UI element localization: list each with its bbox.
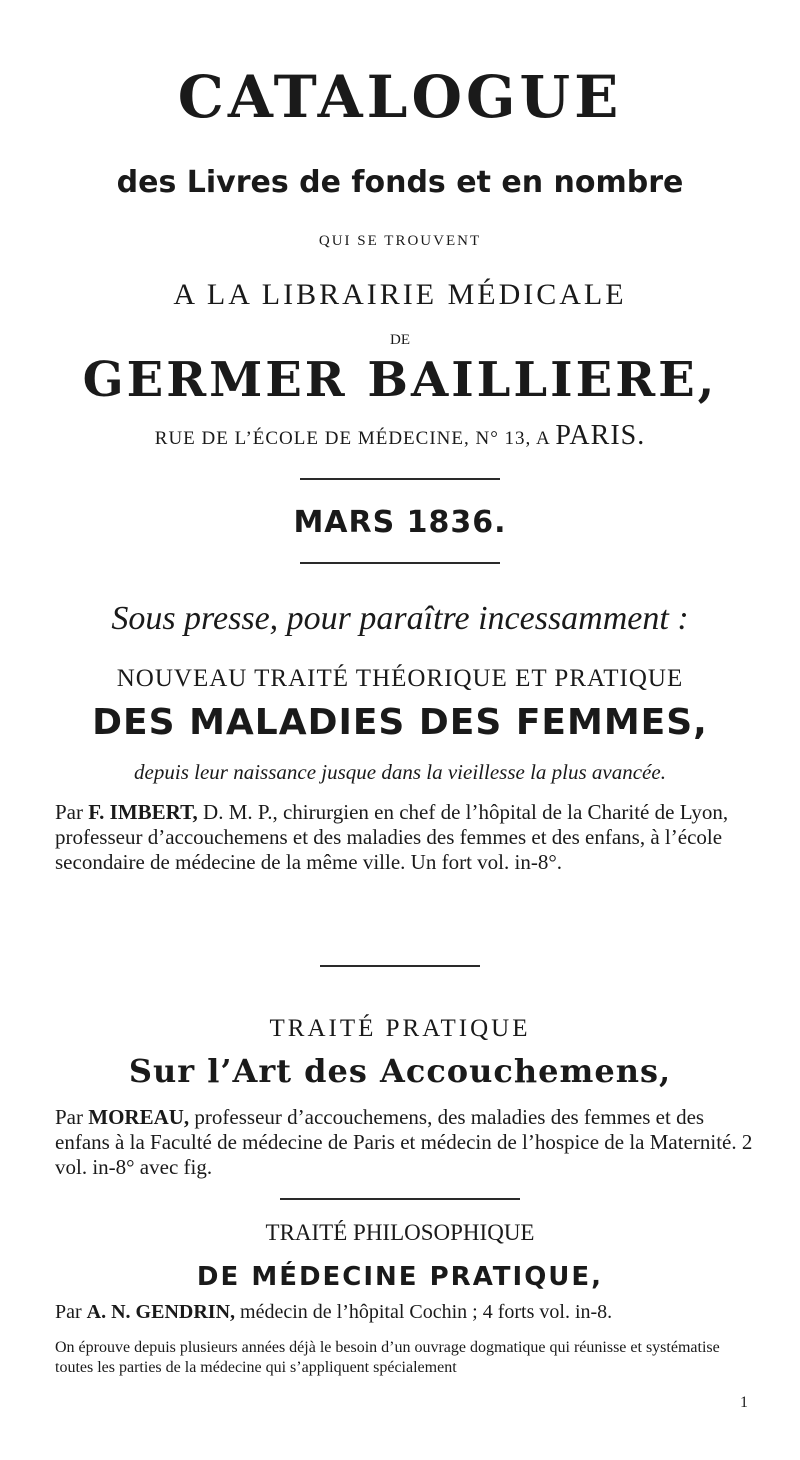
book3-note: On éprouve depuis plusieurs années déjà le besoin d’un ouvrage dogmatique qui réunisse et systématise toutes les parties de la médecine qui s’appliquent spécialement bbox=[55, 1339, 720, 1376]
publisher-address bbox=[0, 420, 800, 452]
librairie-line: A LA LIBRAIRIE MÉDICALE bbox=[173, 278, 627, 311]
catalogue-title: CATALOGUE bbox=[177, 63, 623, 131]
publisher-name: GERMER BAILLIERE, bbox=[82, 352, 718, 408]
author-prefix: Par bbox=[55, 1301, 82, 1323]
de-line: DE bbox=[390, 332, 410, 348]
book3-author-paragraph bbox=[55, 1300, 755, 1325]
book1-description: depuis leur naissance jusque dans la vieillesse la plus avancée. bbox=[134, 760, 666, 784]
book1-author: F. IMBERT, bbox=[88, 800, 198, 824]
announcement-heading: Sous presse, pour paraître incessamment : bbox=[111, 600, 689, 637]
book3-details: médecin de l’hôpital Cochin ; 4 forts vol. in-8. bbox=[240, 1301, 613, 1323]
book2-title: Sur l’Art des Accouchemens, bbox=[128, 1052, 672, 1090]
catalogue-subtitle: des Livres de fonds et en nombre bbox=[116, 165, 684, 200]
book3-author: A. N. GENDRIN, bbox=[86, 1301, 236, 1323]
book1-author-paragraph bbox=[55, 800, 755, 875]
book1-subtitle: NOUVEAU TRAITÉ THÉORIQUE ET PRATIQUE bbox=[116, 665, 684, 692]
catalogue-date: MARS 1836. bbox=[293, 505, 507, 540]
book1-title: DES MALADIES DES FEMMES, bbox=[92, 702, 708, 743]
divider-rule bbox=[320, 965, 480, 967]
book2-details: professeur d’accouchemens, des maladies des femmes et des enfans à la Faculté de médecine de Paris et médecin de l’hospice de la Maternité. 2 vol. in-8° avec fig. bbox=[55, 1105, 753, 1179]
address-street: RUE DE L’ÉCOLE DE MÉDECINE, N° 13, A bbox=[154, 428, 550, 449]
book1-details: D. M. P., chirurgien en chef de l’hôpital de la Charité de Lyon, professeur d’accouchemens et des maladies des femmes et des enfans, à l’école secondaire de médecine de la même ville. Un fort vol. in-8°. bbox=[55, 800, 729, 874]
book2-author-paragraph bbox=[55, 1105, 755, 1180]
divider-rule bbox=[300, 562, 500, 564]
divider-rule bbox=[280, 1198, 520, 1200]
book2-author: MOREAU, bbox=[88, 1105, 190, 1129]
qui-se-trouvent-line: QUI SE TROUVENT bbox=[318, 233, 482, 249]
author-prefix: Par bbox=[55, 800, 83, 824]
book3-subtitle: TRAITÉ PHILOSOPHIQUE bbox=[265, 1220, 535, 1245]
book3-title: DE MÉDECINE PRATIQUE, bbox=[196, 1262, 604, 1292]
author-prefix: Par bbox=[55, 1105, 83, 1129]
page-number: 1 bbox=[740, 1394, 748, 1411]
book2-subtitle: TRAITÉ PRATIQUE bbox=[269, 1015, 531, 1042]
address-city: PARIS. bbox=[555, 420, 646, 451]
divider-rule bbox=[300, 478, 500, 480]
